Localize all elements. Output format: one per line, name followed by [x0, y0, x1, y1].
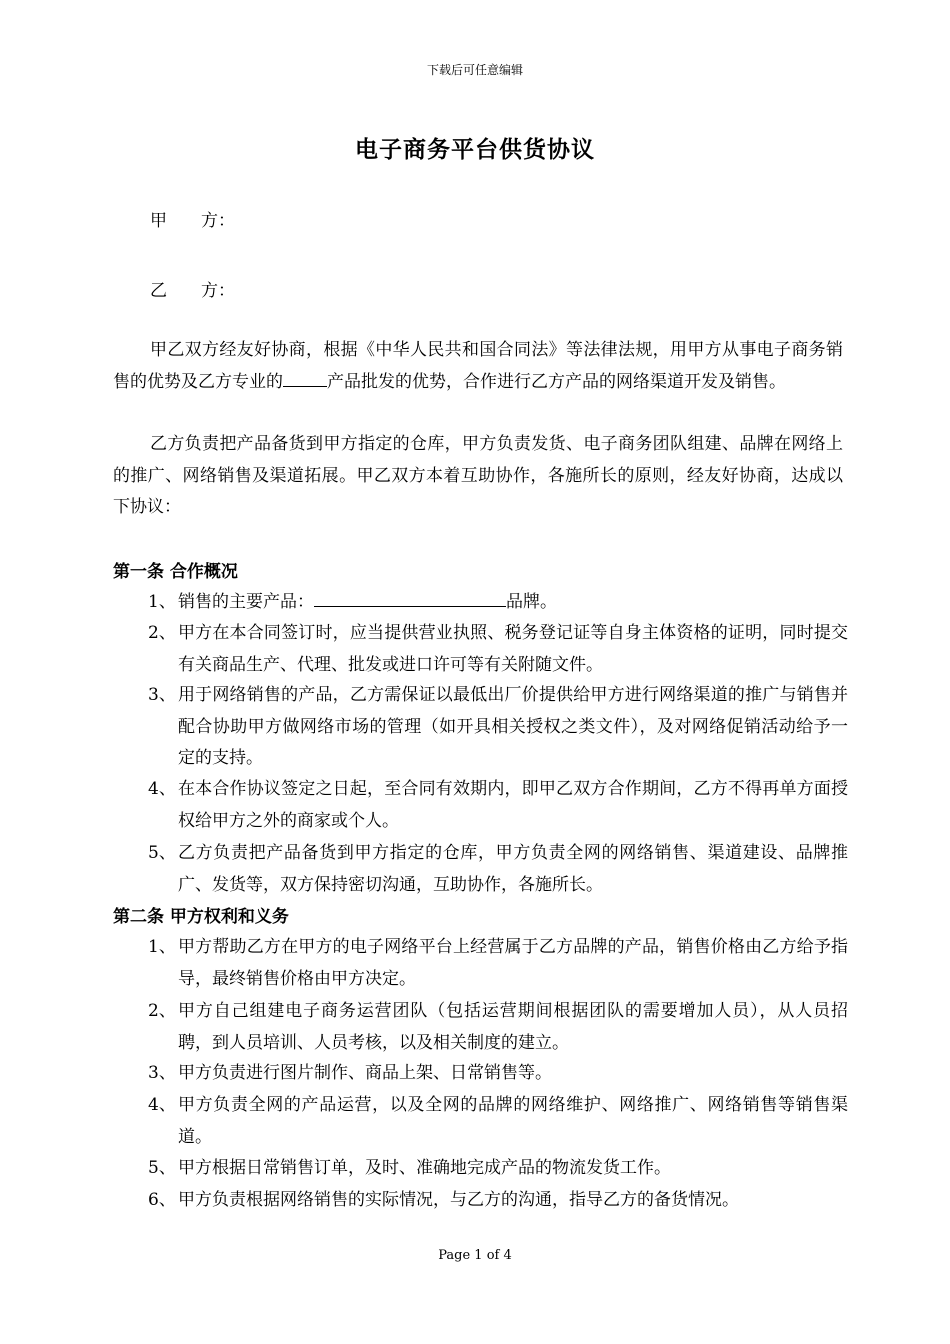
item-number: 6、: [148, 1190, 176, 1210]
brand-blank: [314, 589, 506, 607]
list-item: [148, 774, 848, 837]
item-number: 5、: [148, 843, 176, 863]
intro-paragraph-2: 乙方负责把产品备货到甲方指定的仓库，甲方负责发货、电子商务团队组建、品牌在网络上的推广、网络销售及渠道拓展。甲乙双方本着互助协作，各施所长的原则，经友好协商，达成以下协议：: [113, 434, 843, 517]
item-number: 1、: [148, 592, 176, 612]
list-item: [148, 1090, 848, 1153]
page-number: Page 1 of 4: [438, 1248, 512, 1263]
item-text: 在本合作协议签定之日起，至合同有效期内，即甲乙双方合作期间，乙方不得再单方面授权给甲方之外的商家或个人。: [178, 779, 848, 831]
item-number: 1、: [148, 937, 176, 957]
list-item: [148, 618, 848, 681]
item-text: 甲方负责全网的产品运营，以及全网的品牌的网络维护、网络推广、网络销售等销售渠道。: [178, 1095, 848, 1147]
list-item: [148, 680, 848, 775]
section-heading-1: 第一条 合作概况: [113, 562, 238, 582]
item-text: 用于网络销售的产品，乙方需保证以最低出厂价提供给甲方进行网络渠道的推广与销售并配合协助甲方做网络市场的管理（如开具相关授权之类文件），及对网络促销活动给予一定的支持。: [178, 685, 848, 768]
item-number: 2、: [148, 1001, 176, 1021]
item1-before: 销售的主要产品：: [178, 592, 314, 612]
list-item: [148, 1153, 848, 1185]
list-item: [148, 1058, 848, 1090]
party-b-label: 乙 方：: [150, 281, 235, 301]
item-text: 甲方在本合同签订时，应当提供营业执照、税务登记证等自身主体资格的证明，同时提交有关商品生产、代理、批发或进口许可等有关附随文件。: [178, 623, 848, 675]
item-text: 乙方负责把产品备货到甲方指定的仓库，甲方负责全网的网络销售、渠道建设、品牌推广、发货等，双方保持密切沟通，互助协作，各施所长。: [178, 843, 848, 895]
item-number: 2、: [148, 623, 176, 643]
party-a-label: 甲 方：: [150, 211, 235, 231]
list-item: [148, 838, 848, 901]
item-text: 甲方根据日常销售订单，及时、准确地完成产品的物流发货工作。: [178, 1158, 671, 1178]
item-text: [178, 587, 848, 619]
intro-paragraph-1: [113, 335, 843, 398]
list-item: [148, 1185, 848, 1217]
item-number: 5、: [148, 1158, 176, 1178]
list-item: [148, 587, 848, 619]
document-title: 电子商务平台供货协议: [355, 136, 595, 163]
list-item: [148, 996, 848, 1059]
item-number: 4、: [148, 1095, 176, 1115]
section-heading-2: 第二条 甲方权利和义务: [113, 907, 289, 927]
item-text: 甲方帮助乙方在甲方的电子网络平台上经营属于乙方品牌的产品，销售价格由乙方给予指导，最终销售价格由甲方决定。: [178, 937, 848, 989]
intro-p1-after: 产品批发的优势，合作进行乙方产品的网络渠道开发及销售。: [327, 371, 786, 392]
item-text: 甲方自己组建电子商务运营团队（包括运营期间根据团队的需要增加人员），从人员招聘，到人员培训、人员考核，以及相关制度的建立。: [178, 1001, 848, 1053]
item-number: 3、: [148, 1063, 176, 1083]
item-number: 4、: [148, 779, 176, 799]
item-number: 3、: [148, 685, 176, 705]
list-item: [148, 932, 848, 995]
item-text: 甲方负责进行图片制作、商品上架、日常销售等。: [178, 1063, 552, 1083]
intro-p1-before: 甲乙双方经友好协商，根据《中华人民共和国合同法》等法律法规，用甲方从事电子商务销售的优势及乙方专业的: [113, 340, 843, 392]
item-text: 甲方负责根据网络销售的实际情况，与乙方的沟通，指导乙方的备货情况。: [178, 1190, 739, 1210]
item1-after: 品牌。: [506, 592, 557, 612]
header-note: 下载后可任意编辑: [426, 63, 523, 77]
product-blank: [283, 369, 327, 387]
